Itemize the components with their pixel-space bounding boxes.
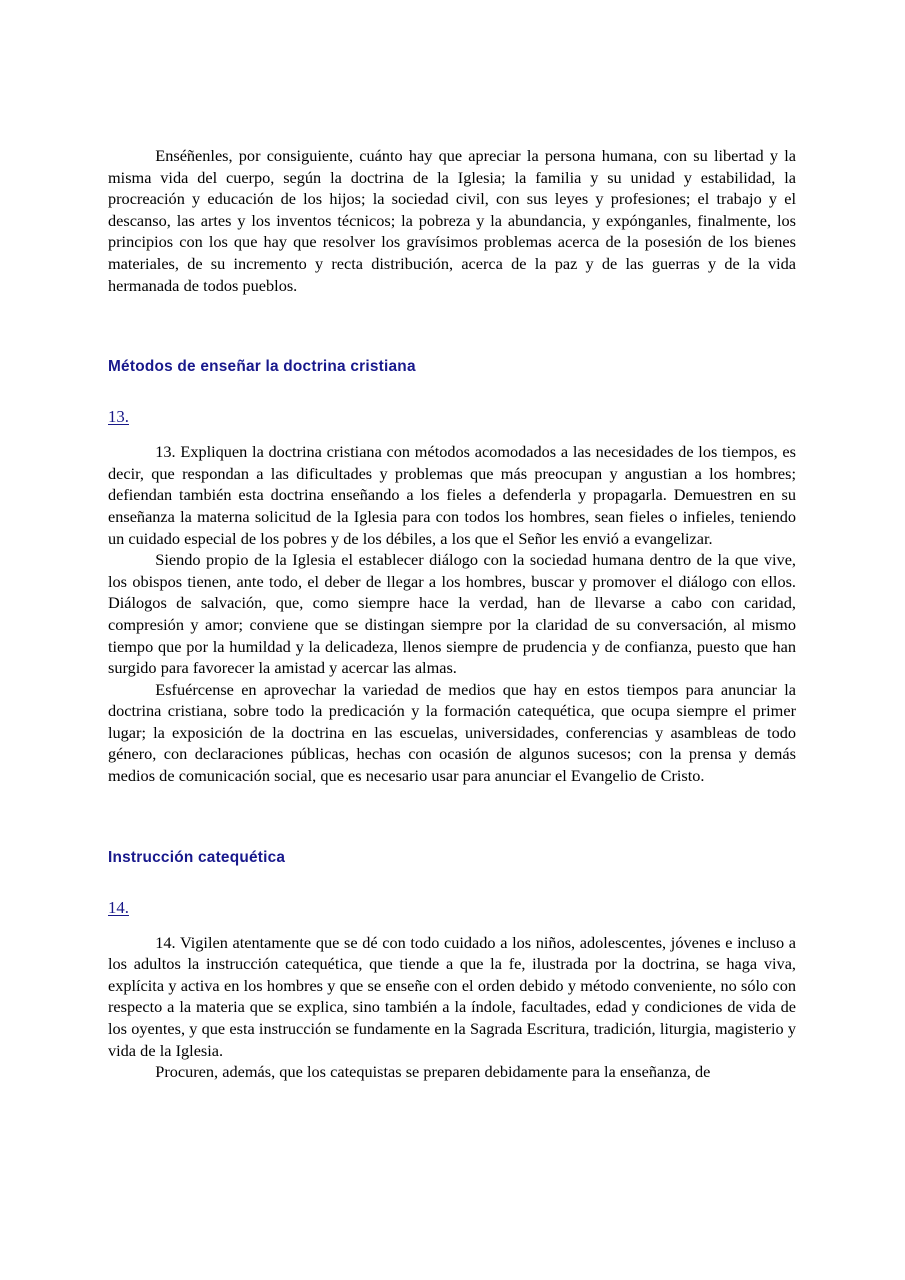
paragraph: Procuren, además, que los catequistas se preparen debidamente para la enseñanza, de bbox=[155, 1062, 711, 1082]
document-body bbox=[108, 145, 796, 1083]
section-heading-instruccion: Instrucción catequética bbox=[108, 848, 286, 866]
spacer-before-section-2 bbox=[108, 787, 796, 848]
paragraph: Esfuércense en aprovechar la variedad de medios que hay en estos tiempos para anunciar la doctrina cristiana, sobre todo la predicación y la formación catequética, que ocupa siempre el primer lugar; la exposición de la doctrina en las escuelas, universidades, conferencias y asambleas de todo género, con declaraciones públicas, hechas con ocasión de algunos sucesos; con la prensa y demás medios de comunicación social, que es necesario usar para anunciar el Evangelio de Cristo. bbox=[108, 679, 796, 786]
spacer-heading-anchor-1 bbox=[108, 376, 796, 407]
anchor-row-14 bbox=[108, 898, 796, 918]
paragraph: 14. Vigilen atentamente que se dé con todo cuidado a los niños, adolescentes, jóvenes e incluso a los adultos la instrucción catequética, que tiende a que la fe, ilustrada por la doctrina, se haga viva, explícita y activa en los hombres y que se enseñe con el orden debido y método conveniente, no sólo con respecto a la materia que se explica, sino también a la índole, facultades, edad y condiciones de vida de los oyentes, y que esta instrucción se fundamente en la Sagrada Escritura, tradición, liturgia, magisterio y vida de la Iglesia. bbox=[108, 932, 796, 1060]
spacer-heading-anchor-2 bbox=[108, 867, 796, 898]
anchor-link-13[interactable]: 13. bbox=[108, 407, 129, 427]
section-13-paragraphs bbox=[108, 441, 796, 787]
section-14-paragraphs bbox=[108, 932, 796, 1083]
section-heading-metodos: Métodos de enseñar la doctrina cristiana bbox=[108, 358, 416, 376]
spacer-anchor-body-1 bbox=[108, 427, 796, 441]
anchor-row-13 bbox=[108, 407, 796, 427]
anchor-link-14[interactable]: 14. bbox=[108, 897, 129, 917]
paragraph: 13. Expliquen la doctrina cristiana con métodos acomodados a las necesidades de los tiempos, es decir, que respondan a las dificultades y problemas que más preocupan y angustian a los hombres; defiendan también esta doctrina enseñando a los fieles a defenderla y propagarla. Demuestren en su enseñanza la materna solicitud de la Iglesia para con todos los hombres, sean fieles o infieles, teniendo un cuidado especial de los pobres y de los débiles, a los que el Señor les envió a evangelizar. bbox=[108, 442, 796, 548]
spacer-before-section-1 bbox=[108, 296, 796, 357]
paragraph: Siendo propio de la Iglesia el establecer diálogo con la sociedad humana dentro de la que vive, los obispos tienen, ante todo, el deber de llegar a los hombres, buscar y promover el diálogo con ellos. Diálogos de salvación, que, como siempre hace la verdad, han de llevarse a cabo con caridad, compresión y amor; conviene que se distingan siempre por la claridad de su conversación, al mismo tiempo que por la humildad y la delicadeza, llenos siempre de prudencia y de confianza, puesto que han surgido para favorecer la amistad y acercar las almas. bbox=[108, 550, 796, 678]
spacer-anchor-body-2 bbox=[108, 918, 796, 932]
intro-paragraph: Enséñenles, por consiguiente, cuánto hay que apreciar la persona humana, con su libertad y la misma vida del cuerpo, según la doctrina de la Iglesia; la familia y su unidad y estabilidad, la procreación y educación de los hijos; la sociedad civil, con sus leyes y profesiones; el trabajo y el descanso, las artes y los inventos técnicos; la pobreza y la abundancia, y expónganles, finalmente, los principios con los que hay que resolver los gravísimos problemas acerca de la posesión de los bienes materiales, de su incremento y recta distribución, acerca de la paz y de las guerras y de la vida hermanada de todos pueblos. bbox=[108, 146, 796, 295]
